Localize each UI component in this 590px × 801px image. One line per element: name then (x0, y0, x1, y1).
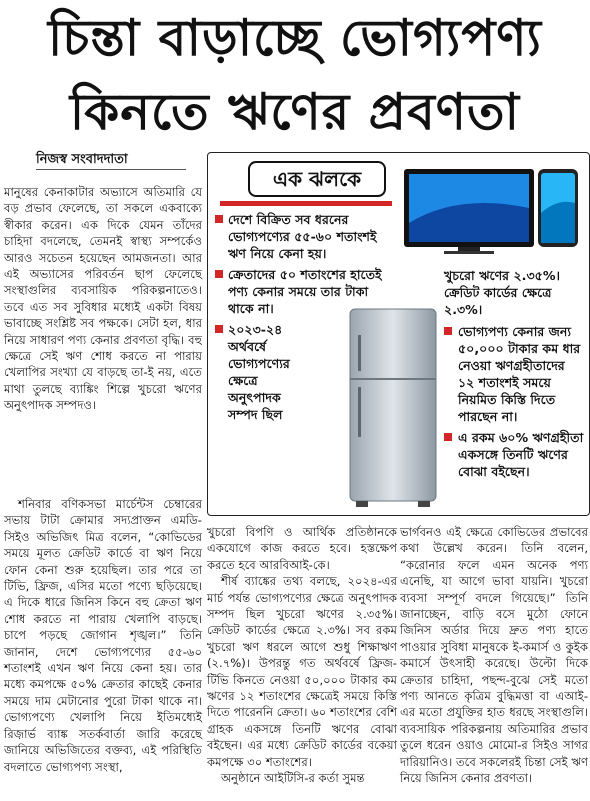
bullet-item (214, 211, 394, 262)
headline-line-2: কিনতে ঋণের প্রবণতা (69, 83, 521, 141)
television-icon (398, 163, 583, 263)
bullet-text: ভোগ্যপণ্য কেনার জন্য ৫০,০০০ টাকার কম ধার নেওয়া ঋণগ্রহীতাদের ১২ শতাংশই সময়ে নিয়মিত কিস্তি দিতে পারছেন না। (458, 324, 581, 424)
paragraph: মানুষের কেনাকাটার অভ্যাসে অতিমারি যে বড় প্রভাব ফেলেছে, তা সকলে একবাক্যে স্বীকার করেন। এক দিকে যেমন তাঁদের চাহিদা বদলেছে, তেমনই স্বাস্থ্য সম্পর্কেও আরও সচেতন হয়েছেন আমজনতা। আর এই অভ্যাসের পরিবর্তন ছাপ ফেলেছে সংস্থাগুলির ব্যবসায়িক পরিকল্পনাতেও। তবে এত সব সুবিধার মধ্যেই একটা বিষয় ভাবাচ্ছে সংশ্লিষ্ট সব পক্ষকে। সেটা হল, ধার নিয়ে সাধারণ পণ্য কেনার প্রবণতা বৃদ্ধি। বহু ক্ষেত্রে সেই ঋণ শোধ করতে না পারায় খেলাপির সংখ্যা যে বাড়ছে তা-ই নয়, এতে মাথা তুলছে ব্যাঙ্কিং শিল্পে খুচরো ঋণের অনুৎপাদক সম্পদও। (4, 185, 202, 413)
fridge-illustration (336, 305, 444, 515)
box-title-underline (220, 201, 392, 206)
refrigerator-icon (336, 305, 444, 511)
smartphone-icon (538, 169, 578, 247)
bullet-text: দেশে বিক্রিত সব ধরনের ভোগ্যপণ্যের ৫৫-৬০ শতাংশই ঋণ নিয়ে কেনা হয়। (228, 212, 377, 261)
bullet-item (444, 323, 584, 425)
article-column-1 (4, 184, 202, 414)
bullet-square-icon (215, 215, 223, 223)
bullet-item (444, 429, 584, 480)
bullet-list-right (444, 323, 584, 484)
bullet-square-icon (444, 327, 452, 335)
byline-divider (36, 169, 186, 170)
article-column-1-continued (4, 496, 202, 775)
tv-phone-illustration (398, 163, 583, 267)
paragraph: অনুষ্ঠানে আইটিসি-র কর্তা সুমন্ত (221, 771, 365, 786)
bullet-square-icon (215, 270, 223, 278)
bullet-square-icon (215, 325, 223, 333)
article-column-3 (400, 524, 588, 787)
article-column-2 (207, 524, 397, 787)
paragraph: শীর্ষ ব্যাঙ্কের তথ্য বলছে, ২০২৪-এর মার্চ পর্যন্ত ভোগ্যপণ্যের ক্ষেত্রে অনুৎপাদক সম্পদ ছিল খুচরো ঋণের ২.৩৫%। ক্রেডিট কার্ডের ক্ষেত্রে ২.৩%। সব রকম খুচরো ঋণ ধরলে আগে শুধু শিক্ষাঋণ (২.৭%)। উপরন্তু গত অর্থবর্ষে ফ্রিজ-টিভি কিনতে নেওয়া ৫০,০০০ টাকার কম ঋণের ১২ শতাংশের ক্ষেত্রেই সময়ে কিস্তি দিতে পারেননি ক্রেতা। ৬০ শতাংশের বেশি গ্রাহক একসঙ্গে তিনটি ঋণের বোঝা বইছেন। এর মধ্যে ক্রেডিট কার্ডের বকেয়া কমপক্ষে ৩০ শতাংশের। (207, 574, 397, 769)
paragraph: খুচরো বিপণি ও আর্থিক প্রতিষ্ঠানকে একযোগে কাজ করতে হবে। হস্তক্ষেপ করতে হবে আরবিআই-কে। (207, 525, 397, 572)
paragraph: ভার্গবনও এই ক্ষেত্রে কোভিডের প্রভাবের কথা উল্লেখ করেন। তিনি বলেন, “করোনার ফলে এমন অনেক পণ্য এনেছি, যা আগে ভাবা যায়নি। খুচরো ব্যবসা সম্পূর্ণ বদলে গিয়েছে।” তিনি জানাচ্ছেন, বাড়ি বসে মুঠো ফোনে জিনিস অর্ডার দিয়ে দ্রুত পণ্য হাতে পাওয়ার সুবিধা মানুষকে ই-কমার্স ও কুইক কমার্সে উৎসাহী করেছে। উল্টো দিকে ক্রেতার চাহিদা, পছন্দ-বুঝে সেই মতো পণ্য আনতে কৃত্রিম বুদ্ধিমত্তা বা এআই-এর মতো প্রযুক্তির হাত ধরছে সংস্থাগুলি। ব্যবসায়িক পরিকল্পনায় অতিমারির প্রভাব তুলে ধরেন ওয়াও মোমো-র সিইও সাগর দারিয়ানিও। তবে সকলেরই চিন্তা সেই ঋণ নিয়ে জিনিস কেনার প্রবণতা। (400, 525, 588, 786)
bullet-square-icon (444, 433, 452, 441)
box-title: এক ঝলকে (248, 161, 386, 197)
at-a-glance-box (207, 152, 590, 516)
byline: নিজস্ব সংবাদদাতা (36, 152, 128, 167)
bullet-text: এ রকম ৬০% ঋণগ্রহীতা একসঙ্গে তিনটি ঋণের বোঝা বইছেন। (458, 430, 584, 479)
bullet-item (214, 321, 308, 423)
paragraph: শনিবার বণিকসভা মার্চেন্টস চেম্বারের সভায় টাটা ক্রোমার সদ্যপ্রাক্তন এমডি-সিইও অভিজিৎ মিত্র বলেন, “কোভিডের সময়ে মূলত ক্রেডিট কার্ডে বা ঋণ নিয়ে ফোন কেনা শুরু হয়েছিল। তার পরে তা টিভি, ফ্রিজ, এসির মতো পণ্যে ছড়িয়েছে। এ দিকে ধারে জিনিস কিনে বহু ক্রেতা ঋণ শোধ করতে না পারায় খেলাপি বাড়ছে। চাপে পড়ছে জোগান শৃঙ্খল।” তিনি জানান, দেশে ভোগ্যপণ্যের ৫৫-৬০ শতাংশই এখন ঋণ নিয়ে কেনা হয়। তার মধ্যে কমপক্ষে ৫০% ক্রেতার কাছেই কেনার সময়ে দাম মেটানোর পুরো টাকা থাকে না। ভোগ্যপণ্যে খেলাপি নিয়ে ইতিমধ্যেই রিজ়ার্ভ ব্যাঙ্ক সতর্কবার্তা জারি করেছে জানিয়ে অভিজিতের বক্তব্য, এই পরিস্থিতি বদলাতে ভোগ্যপণ্য সংস্থা, (4, 497, 202, 774)
headline-line-1: চিন্তা বাড়াচ্ছে ভোগ্যপণ্য (48, 9, 542, 67)
bullet-text: ক্রেতাদের ৫০ শতাংশের হাতেই পণ্য কেনার সময়ে তার টাকা থাকে না। (228, 267, 382, 316)
bullet-continuation: খুচরো ঋণের ২.৩৫%। ক্রেডিট কার্ডের ক্ষেত্রে ২.৩%। (444, 268, 560, 317)
bullet-text: ২০২৩-২৪ অর্থবর্ষে ভোগ্যপণ্যের ক্ষেত্রে অনুৎপাদক সম্পদ ছিল (228, 322, 290, 422)
